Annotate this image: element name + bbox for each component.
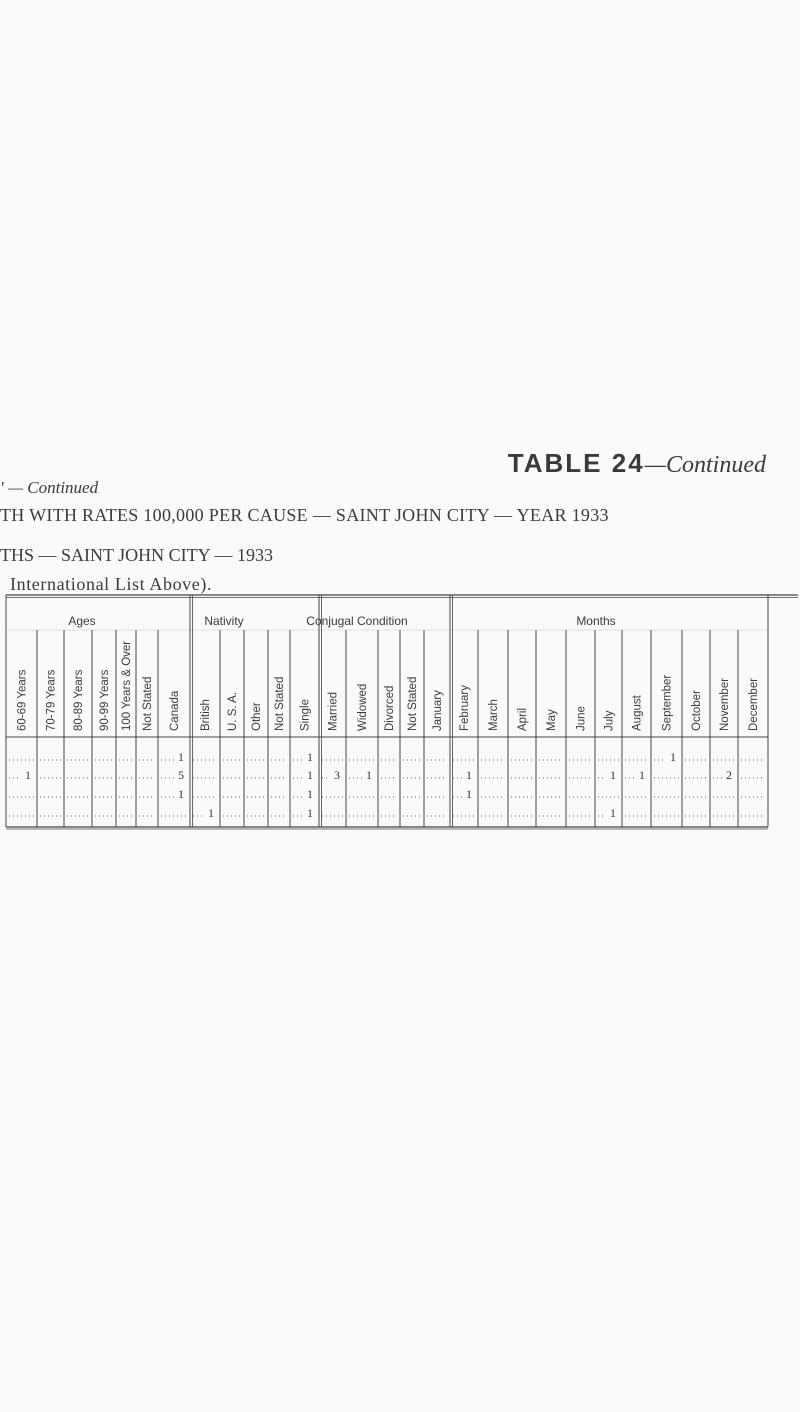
report-title: TH WITH RATES 100,000 PER CAUSE — SAINT JOHN CITY — YEAR 1933: [0, 505, 609, 525]
column-header: Canada: [169, 690, 181, 731]
table-cell-value: 1: [25, 768, 31, 782]
column-header: February: [459, 684, 471, 731]
column-header: Married: [327, 692, 340, 731]
continued-line: ' — Continued: [0, 478, 99, 497]
column-header: Not Stated: [407, 676, 419, 731]
column-header: 80-89 Years: [73, 669, 85, 731]
column-header: Not Stated: [142, 676, 154, 731]
column-header: 90-99 Years: [99, 669, 111, 731]
column-header: September: [661, 674, 674, 731]
group-header: Conjugal Condition: [306, 614, 408, 628]
table-cell-value: 1: [639, 768, 645, 782]
column-header: Single: [299, 699, 312, 731]
column-header: U. S. A.: [227, 692, 239, 731]
table-label: TABLE 24: [507, 448, 645, 478]
table-cell-value: 2: [726, 768, 732, 782]
column-header: March: [488, 699, 500, 731]
group-header: Ages: [68, 614, 96, 628]
table-cell-value: 1: [466, 787, 472, 801]
table-suffix: —Continued: [644, 452, 766, 478]
table-cell-value: 1: [178, 787, 184, 801]
column-header: Not Stated: [274, 676, 286, 731]
group-header: Months: [576, 614, 616, 628]
report-subtitle: THS — SAINT JOHN CITY — 1933: [0, 545, 274, 565]
column-header: June: [575, 706, 588, 731]
table-cell-value: 1: [610, 768, 616, 782]
column-header: December: [748, 677, 760, 731]
column-header: 100 Years & Over: [121, 640, 133, 731]
table-cell-value: 1: [208, 806, 214, 820]
table-cell-value: 1: [307, 750, 313, 764]
table-cell-value: 1: [610, 806, 616, 820]
table-cell-value: 1: [307, 787, 313, 801]
classification-note: International List Above).: [10, 574, 213, 594]
column-header: July: [603, 710, 616, 731]
table-cell-value: 1: [366, 768, 372, 782]
group-header: Nativity: [204, 614, 244, 628]
column-header: October: [691, 690, 703, 731]
column-header: April: [517, 707, 529, 731]
column-header: Widowed: [357, 683, 369, 731]
column-header: 70-79 Years: [45, 669, 58, 731]
column-header: January: [432, 690, 444, 731]
table-cell-value: 1: [178, 750, 184, 764]
table-cell-value: 3: [334, 768, 340, 782]
column-header: August: [631, 695, 644, 731]
column-header: November: [719, 677, 731, 731]
column-header: May: [546, 709, 558, 731]
table-cell-value: 1: [307, 806, 313, 820]
table-cell-value: 1: [307, 768, 313, 782]
column-header: Other: [251, 702, 263, 731]
column-header: 60-69 Years: [16, 669, 29, 731]
table-cell-value: 5: [178, 768, 184, 782]
table-cell-value: 1: [670, 750, 676, 764]
column-header: Divorced: [384, 685, 396, 731]
table-cell-value: 1: [466, 768, 472, 782]
column-header: British: [200, 699, 212, 731]
